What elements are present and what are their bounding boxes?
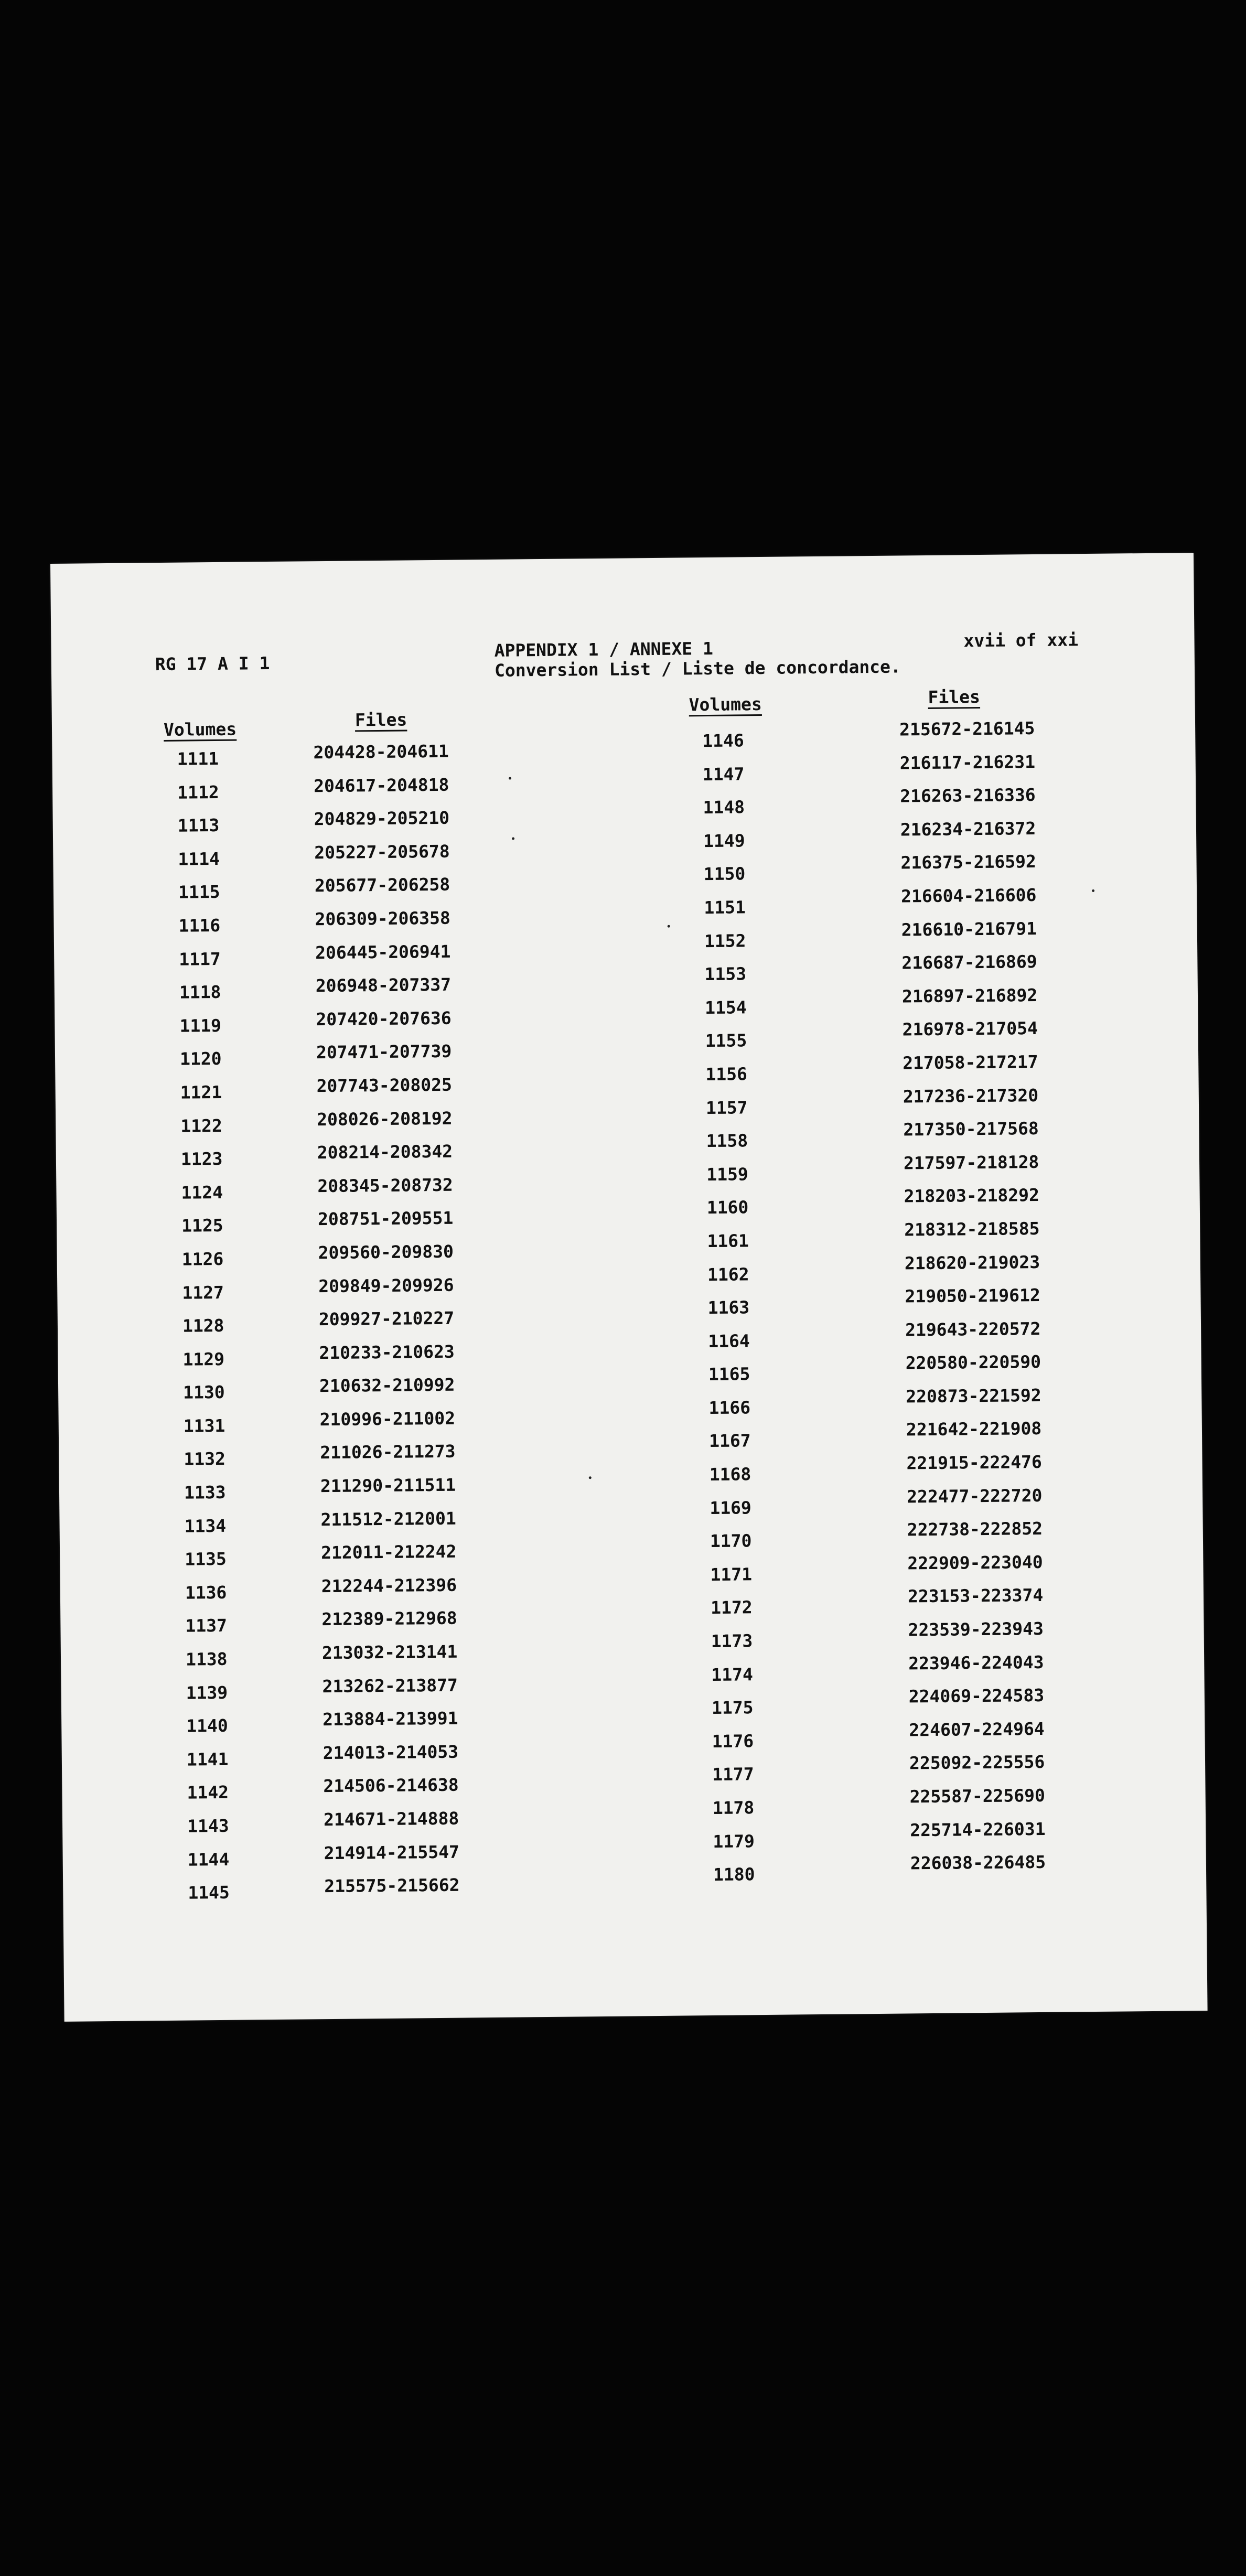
right-volumes-header: Volumes [689, 693, 762, 715]
list-subtitle: Conversion List / Liste de concordance. [494, 656, 901, 681]
right-volume-number: 1170 [710, 1530, 752, 1552]
right-file-range: 221642-221908 [906, 1418, 1042, 1440]
right-volume-number: 1151 [704, 897, 746, 918]
left-file-range: 211026-211273 [320, 1441, 456, 1463]
left-file-range: 205227-205678 [314, 841, 450, 863]
right-file-range: 216234-216372 [900, 818, 1036, 840]
left-volume-number: 1143 [187, 1815, 229, 1837]
right-file-range: 217350-217568 [903, 1118, 1039, 1140]
left-file-range: 210632-210992 [319, 1374, 455, 1397]
right-volume-number: 1180 [713, 1864, 755, 1885]
left-file-range: 208026-208192 [317, 1108, 453, 1130]
left-file-range: 213262-213877 [322, 1675, 458, 1697]
right-volume-number: 1152 [704, 930, 746, 951]
left-file-range: 210233-210623 [319, 1341, 455, 1363]
left-file-range: 214671-214888 [323, 1808, 459, 1830]
right-file-range: 219643-220572 [905, 1318, 1041, 1340]
right-file-range: 224607-224964 [909, 1718, 1045, 1741]
right-file-range: 217236-217320 [903, 1085, 1039, 1107]
right-file-range: 226038-226485 [910, 1852, 1046, 1874]
left-volume-number: 1133 [184, 1482, 226, 1503]
right-file-range: 223153-223374 [907, 1585, 1044, 1607]
left-file-range: 212011-212242 [320, 1541, 457, 1563]
right-volume-number: 1179 [713, 1830, 755, 1852]
right-volume-number: 1153 [704, 963, 747, 985]
left-file-range: 204829-205210 [314, 807, 450, 830]
left-volume-number: 1125 [181, 1215, 223, 1236]
right-volume-number: 1165 [708, 1364, 750, 1385]
left-file-range: 207420-207636 [316, 1007, 452, 1029]
left-volume-number: 1118 [179, 982, 221, 1003]
right-volume-number: 1148 [703, 797, 745, 818]
left-volume-number: 1142 [187, 1782, 229, 1804]
right-volume-number: 1150 [703, 863, 746, 885]
left-file-range: 215575-215662 [324, 1874, 460, 1897]
left-files-column [313, 741, 460, 1909]
right-volume-number: 1166 [708, 1397, 751, 1418]
left-file-range: 208214-208342 [317, 1141, 453, 1163]
left-volume-number: 1144 [187, 1849, 230, 1870]
right-file-range: 222477-222720 [906, 1485, 1043, 1507]
right-volume-number: 1156 [705, 1064, 748, 1085]
right-volume-number: 1162 [707, 1263, 749, 1285]
left-volume-number: 1128 [182, 1315, 224, 1336]
left-file-range: 207471-207739 [316, 1041, 452, 1063]
right-file-range: 217597-218128 [903, 1151, 1039, 1174]
right-file-range: 218203-218292 [904, 1185, 1040, 1207]
left-volume-number: 1121 [180, 1081, 222, 1103]
left-file-range: 209927-210227 [318, 1307, 455, 1330]
left-file-range: 214506-214638 [323, 1775, 459, 1797]
right-file-range: 216978-217054 [902, 1018, 1038, 1040]
left-volume-number: 1130 [182, 1382, 225, 1403]
left-file-range: 214914-215547 [324, 1841, 460, 1863]
left-volume-number: 1129 [182, 1348, 225, 1370]
left-volume-number: 1113 [177, 815, 220, 836]
left-volume-number: 1141 [186, 1748, 229, 1770]
right-volume-number: 1163 [707, 1297, 750, 1318]
paper-speck [1092, 889, 1094, 892]
right-volume-number: 1159 [706, 1163, 748, 1185]
left-volume-number: 1116 [178, 915, 221, 936]
left-file-range: 210996-211002 [319, 1408, 456, 1430]
left-file-range: 212244-212396 [321, 1574, 457, 1596]
right-volume-number: 1174 [711, 1663, 754, 1685]
left-volume-number: 1115 [178, 882, 220, 903]
right-volume-number: 1171 [710, 1564, 753, 1585]
right-volume-number: 1178 [712, 1797, 755, 1818]
left-volume-number: 1114 [178, 848, 220, 870]
right-file-range: 220873-221592 [906, 1384, 1041, 1407]
left-file-range: 204428-204611 [313, 740, 449, 763]
left-file-range: 206445-206941 [315, 941, 451, 963]
left-file-range: 209849-209926 [318, 1274, 454, 1296]
left-file-range: 208345-208732 [317, 1174, 453, 1196]
left-volume-number: 1134 [184, 1515, 227, 1537]
right-file-range: 216375-216592 [900, 851, 1037, 873]
page-number: xvii of xxi [963, 629, 1079, 651]
right-volume-number: 1160 [706, 1197, 749, 1218]
right-file-range: 215672-216145 [899, 717, 1035, 740]
right-volume-number: 1173 [711, 1630, 753, 1652]
right-file-range: 225092-225556 [909, 1752, 1045, 1774]
right-file-range: 218620-219023 [904, 1251, 1040, 1273]
right-volume-number: 1164 [708, 1330, 750, 1351]
left-volume-number: 1126 [181, 1248, 224, 1270]
right-volume-number: 1176 [712, 1731, 754, 1752]
right-volume-number: 1154 [704, 997, 747, 1018]
left-volume-number: 1111 [177, 748, 219, 769]
left-volume-number: 1120 [179, 1048, 222, 1070]
left-file-range: 214013-214053 [323, 1741, 459, 1763]
right-volume-number: 1149 [703, 830, 745, 851]
left-file-range: 206309-206358 [315, 907, 450, 930]
right-file-range: 216604-216606 [900, 884, 1037, 907]
left-volume-number: 1145 [188, 1882, 230, 1903]
right-file-range: 224069-224583 [908, 1685, 1045, 1707]
right-file-range: 216687-216869 [901, 951, 1037, 973]
left-volume-number: 1140 [186, 1715, 228, 1736]
left-file-range: 209560-209830 [318, 1241, 454, 1263]
left-files-header: Files [355, 709, 407, 731]
left-file-range: 204617-204818 [313, 774, 449, 796]
right-file-range: 217058-217217 [903, 1051, 1038, 1074]
left-volume-number: 1136 [185, 1582, 227, 1603]
right-volume-number: 1172 [710, 1597, 753, 1618]
paper-speck [512, 838, 514, 840]
right-volume-number: 1157 [705, 1097, 748, 1118]
right-file-range: 223946-224043 [908, 1651, 1044, 1674]
paper-speck [509, 777, 511, 780]
right-file-range: 225714-226031 [910, 1818, 1046, 1840]
left-volume-number: 1138 [185, 1648, 228, 1670]
right-volume-number: 1155 [705, 1030, 747, 1051]
document-page [50, 553, 1208, 2022]
left-file-range: 213884-213991 [322, 1708, 458, 1730]
right-file-range: 222909-223040 [907, 1551, 1043, 1574]
left-file-range: 212389-212968 [321, 1608, 457, 1630]
left-volumes-column [177, 748, 230, 1916]
right-file-range: 219050-219612 [905, 1285, 1040, 1307]
right-volume-number: 1147 [702, 763, 745, 785]
left-file-range: 213032-213141 [321, 1641, 458, 1663]
left-volume-number: 1137 [185, 1615, 228, 1637]
right-files-header: Files [928, 686, 981, 707]
right-volumes-column [702, 730, 755, 1897]
left-volumes-header: Volumes [163, 718, 237, 740]
left-volume-number: 1119 [179, 1015, 222, 1036]
right-volume-number: 1146 [702, 730, 744, 752]
right-file-range: 225587-225690 [909, 1785, 1046, 1807]
appendix-title: APPENDIX 1 / ANNEXE 1 [494, 638, 714, 661]
record-group-ref: RG 17 A I 1 [155, 652, 270, 675]
right-volume-number: 1167 [708, 1430, 751, 1452]
left-volume-number: 1124 [181, 1182, 223, 1203]
left-volume-number: 1123 [180, 1149, 223, 1169]
left-volume-number: 1122 [180, 1115, 222, 1136]
left-volume-number: 1117 [179, 948, 221, 970]
right-file-range: 218312-218585 [904, 1218, 1040, 1240]
left-volume-number: 1139 [186, 1682, 228, 1703]
left-volume-number: 1127 [182, 1282, 224, 1303]
paper-speck [668, 925, 670, 928]
right-files-column [899, 718, 1046, 1886]
left-file-range: 207743-208025 [316, 1074, 453, 1097]
right-file-range: 216263-216336 [900, 785, 1036, 807]
left-volume-number: 1135 [185, 1549, 227, 1570]
right-file-range: 223539-223943 [908, 1618, 1044, 1640]
left-file-range: 211512-212001 [320, 1508, 456, 1530]
left-file-range: 206948-207337 [315, 974, 452, 996]
right-volume-number: 1169 [710, 1497, 752, 1518]
right-file-range: 216610-216791 [901, 918, 1037, 940]
right-file-range: 216117-216231 [899, 751, 1036, 774]
right-volume-number: 1158 [706, 1130, 748, 1152]
right-volume-number: 1168 [709, 1464, 751, 1485]
paper-speck [589, 1476, 592, 1479]
right-file-range: 220580-220590 [905, 1351, 1041, 1373]
left-volume-number: 1131 [183, 1415, 225, 1436]
right-file-range: 221915-222476 [906, 1451, 1042, 1474]
left-file-range: 205677-206258 [314, 874, 450, 896]
right-volume-number: 1175 [711, 1697, 754, 1719]
left-volume-number: 1112 [177, 781, 219, 803]
left-file-range: 211290-211511 [320, 1474, 456, 1497]
right-file-range: 216897-216892 [901, 984, 1038, 1007]
left-file-range: 208751-209551 [317, 1207, 454, 1230]
right-volume-number: 1177 [712, 1764, 754, 1785]
right-file-range: 222738-222852 [907, 1518, 1043, 1540]
right-volume-number: 1161 [707, 1230, 749, 1251]
left-volume-number: 1132 [184, 1448, 226, 1470]
